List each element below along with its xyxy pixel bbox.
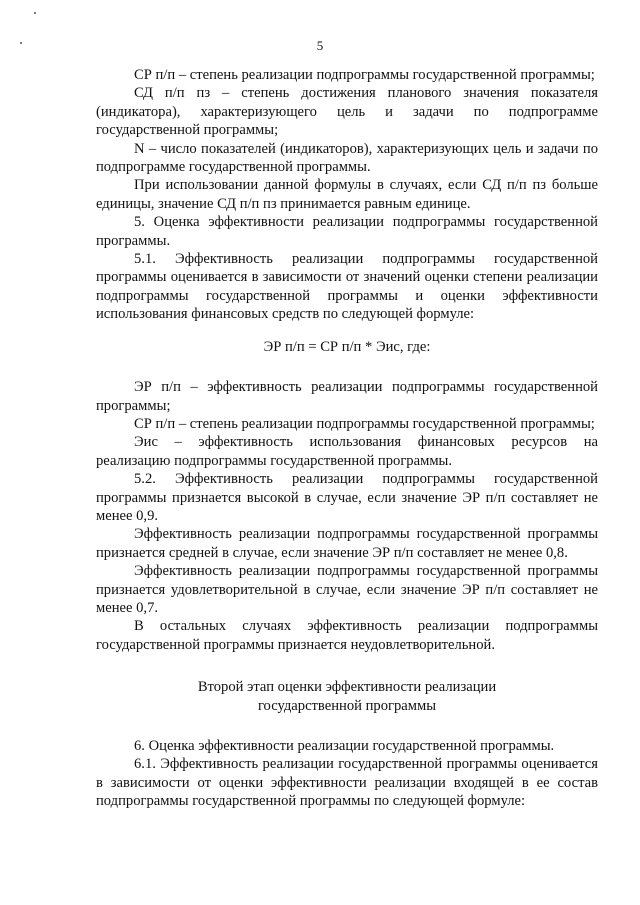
section-title: 6. Оценка эффективности реализации государственной программы.: [134, 738, 555, 754]
document-body: [96, 66, 598, 811]
section-title: 5. Оценка эффективности реализации подпрограммы государственной программы.: [96, 214, 598, 249]
paragraph: 5.2. Эффективность реализации подпрограммы государственной программы признается высокой в случае, если значение ЭР п/п составляет не менее 0,9.: [96, 471, 598, 524]
paragraph: В остальных случаях эффективность реализации подпрограммы государственной программы признается неудовлетворительной.: [96, 618, 598, 653]
paragraph: ЭР п/п – эффективность реализации подпрограммы государственной программы;: [96, 379, 598, 414]
paragraph: СР п/п – степень реализации подпрограммы государственной программы;: [134, 67, 595, 83]
paragraph: СД п/п пз – степень достижения планового значения показателя (индикатора), характеризующего цель и задачи по подпрограмме государственной программы;: [96, 85, 598, 139]
paragraph: Эффективность реализации подпрограммы государственной программы признается средней в случае, если значение ЭР п/п составляет не менее 0,8.: [96, 526, 598, 561]
heading-line: Второй этап оценки эффективности реализации: [197, 679, 497, 696]
paragraph: Эис – эффективность использования финансовых ресурсов на реализацию подпрограммы государственной программы.: [96, 434, 598, 469]
paragraph: 6.1. Эффективность реализации государственной программы оценивается в зависимости от оценки эффективности реализации входящей в ее состав подпрограммы государственной программы по следующей формуле:: [96, 756, 598, 810]
formula: ЭР п/п = СР п/п * Эис, где:: [263, 338, 431, 355]
section-heading: [96, 678, 598, 715]
paragraph: При использовании данной формулы в случаях, если СД п/п пз больше единицы, значение СД п/п пз принимается равным единице.: [96, 177, 598, 212]
page-number: 5: [316, 38, 324, 53]
paragraph: Эффективность реализации подпрограммы государственной программы признается удовлетворительной в случае, если значение ЭР п/п составляет не менее 0,7.: [96, 563, 598, 616]
paragraph: N – число показателей (индикаторов), характеризующих цель и задачи по подпрограмме государственной программы.: [96, 140, 598, 176]
scan-speck: [34, 12, 36, 14]
paragraph: 5.1. Эффективность реализации подпрограммы государственной программы оценивается в зависимости от значений оценки степени реализации подпрограммы государственной программы и оценки эффективности использования финансовых средств по следующей формуле:: [96, 251, 598, 323]
paragraph: СР п/п – степень реализации подпрограммы государственной программы;: [134, 415, 595, 432]
heading-line: государственной программы: [257, 697, 437, 714]
